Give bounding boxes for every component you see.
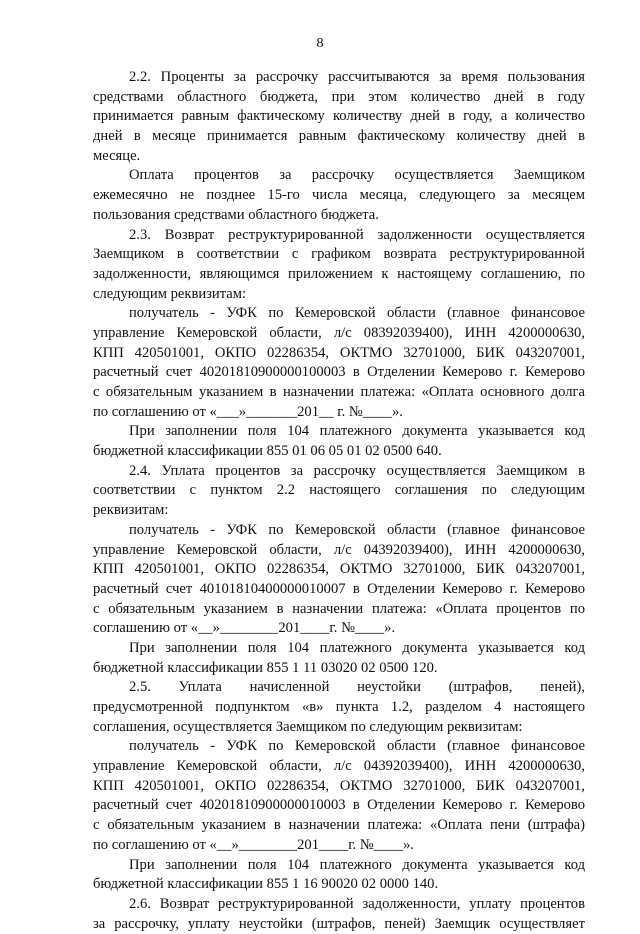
text-line: получатель - УФК по Кемеровской области (главное финансовое (129, 521, 585, 538)
text-line: ежемесячно не позднее 15-го числа месяца, следующего за месяцем (93, 187, 585, 204)
text-line: КПП 420501001, ОКПО 02286354, ОКТМО 32701000, БИК 043207001, (93, 561, 585, 578)
text-line: 2.3. Возврат реструктурированной задолженности осуществляется (129, 226, 585, 243)
text-line: принимается равным фактическому количеству дней в году, а количество (93, 108, 585, 125)
text-line: расчетный счет 40201810900000100003 в Отделении Кемерово г. Кемерово (93, 364, 585, 381)
text-line: КПП 420501001, ОКПО 02286354, ОКТМО 32701000, БИК 043207001, (93, 777, 585, 794)
text-line: Заемщиком в соответствии с графиком возврата реструктурированной (93, 246, 585, 263)
text-line: с обязательным указанием в назначении платежа: «Оплата основного долга (93, 384, 585, 400)
text-line: бюджетной классификации 855 1 11 03020 02 0500 120. (93, 659, 438, 676)
text-line: 2.6. Возврат реструктурированной задолженности, уплату процентов (129, 895, 585, 912)
text-line: по соглашению от «___»_______201__ г. №____». (93, 403, 403, 420)
text-line: получатель - УФК по Кемеровской области (главное финансовое (129, 738, 585, 755)
text-line: с обязательным указанием в назначении платежа: «Оплата пени (штрафа) (93, 817, 585, 834)
text-line: за рассрочку, уплату неустойки (штрафов, пеней) Заемщик осуществляет (93, 915, 585, 932)
text-line: по соглашению от «__»________201____г. №____». (93, 836, 414, 853)
text-line: задолженности, являющимся приложением к настоящему соглашению, по (93, 265, 585, 282)
text-line: управление Кемеровской области, л/с 04392039400), ИНН 4200000630, (93, 541, 585, 558)
text-line: дней в месяце принимается равным фактическому количеству дней в (93, 128, 585, 145)
text-line: бюджетной классификации 855 01 06 05 01 02 0500 640. (93, 443, 442, 460)
document-body (93, 68, 585, 934)
text-line: соглашения, осуществляется Заемщиком по следующим реквизитам: (93, 718, 523, 735)
text-line: получатель - УФК по Кемеровской области (главное финансовое (129, 305, 585, 322)
page-number: 8 (316, 36, 324, 51)
text-line: с обязательным указанием в назначении платежа: «Оплата процентов по (93, 600, 585, 617)
text-line: 2.5. Уплата начисленной неустойки (штрафов, пеней), (129, 679, 585, 696)
text-line: расчетный счет 40101810400000010007 в Отделении Кемерово г. Кемерово (93, 580, 585, 597)
text-line: Оплата процентов за рассрочку осуществляется Заемщиком (129, 167, 585, 184)
text-line: соответствии с пунктом 2.2 настоящего соглашения по следующим (93, 482, 585, 499)
text-line: управление Кемеровской области, л/с 08392039400), ИНН 4200000630, (93, 324, 585, 341)
text-line: управление Кемеровской области, л/с 04392039400), ИНН 4200000630, (93, 758, 585, 775)
text-line: бюджетной классификации 855 1 16 90020 02 0000 140. (93, 876, 439, 893)
text-line: расчетный счет 40201810900000010003 в Отделении Кемерово г. Кемерово (93, 797, 585, 814)
text-line: 2.4. Уплата процентов за рассрочку осуществляется Заемщиком в (129, 462, 585, 479)
text-line: месяце. (93, 147, 141, 164)
text-line: следующим реквизитам: (93, 285, 247, 302)
text-line: 2.2. Проценты за рассрочку рассчитываются за время пользования (129, 69, 585, 85)
text-line: предусмотренной подпунктом «в» пункта 1.2, разделом 4 настоящего (93, 699, 585, 715)
text-line: КПП 420501001, ОКПО 02286354, ОКТМО 32701000, БИК 043207001, (93, 344, 585, 361)
text-line: реквизитам: (93, 502, 169, 519)
text-line: соглашению от «__»________201____г. №____». (93, 620, 396, 637)
text-line: При заполнении поля 104 платежного документа указывается код (129, 639, 585, 656)
text-line: При заполнении поля 104 платежного документа указывается код (129, 856, 585, 873)
text-line: При заполнении поля 104 платежного документа указывается код (129, 423, 585, 440)
text-line: пользования средствами областного бюджета. (93, 206, 379, 223)
text-line: средствами областного бюджета, при этом количество дней в году (93, 88, 585, 105)
